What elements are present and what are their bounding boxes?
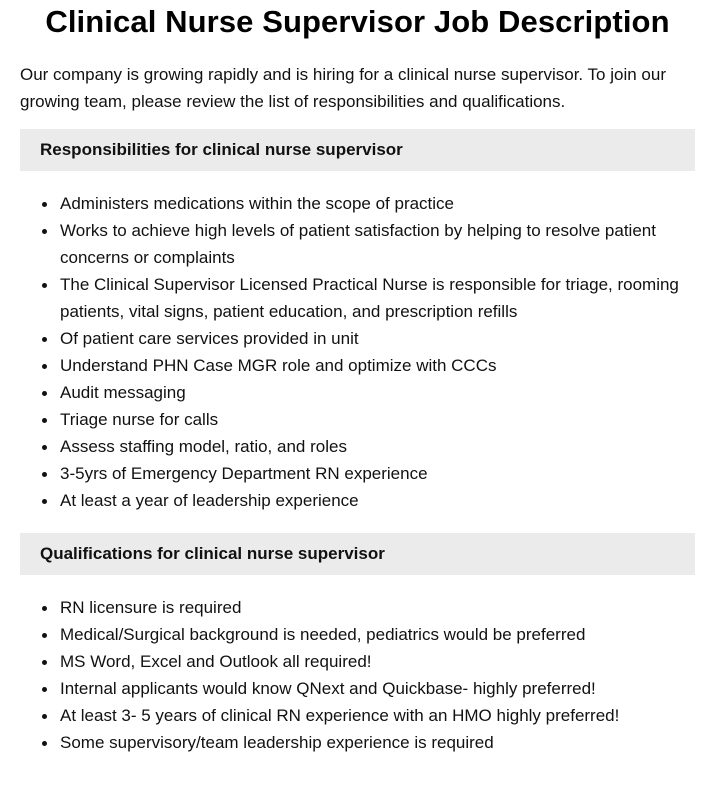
list-item-text: Some supervisory/team leadership experience is required (60, 733, 494, 752)
list-item (20, 433, 695, 460)
bullet-icon (42, 499, 47, 504)
bullet-icon (42, 687, 47, 692)
list-item-text: The Clinical Supervisor Licensed Practical Nurse is responsible for triage, rooming patients, vital signs, patient education, and prescription refills (60, 275, 679, 321)
list-item (20, 325, 695, 352)
bullet-icon (42, 445, 47, 450)
bullet-icon (42, 391, 47, 396)
bullet-icon (42, 283, 47, 288)
qualifications-list (20, 594, 695, 756)
bullet-icon (42, 202, 47, 207)
bullet-icon (42, 418, 47, 423)
list-item (20, 487, 695, 514)
list-item-text: Internal applicants would know QNext and Quickbase- highly preferred! (60, 679, 596, 698)
bullet-icon (42, 229, 47, 234)
list-item (20, 190, 695, 217)
list-item-text: Of patient care services provided in unit (60, 329, 359, 348)
bullet-icon (42, 337, 47, 342)
list-item-text: 3-5yrs of Emergency Department RN experience (60, 464, 428, 483)
list-item (20, 594, 695, 621)
list-item-text: Triage nurse for calls (60, 410, 219, 429)
list-item-text: Medical/Surgical background is needed, pediatrics would be preferred (60, 625, 586, 644)
responsibilities-list (20, 190, 695, 514)
page-title: Clinical Nurse Supervisor Job Description (45, 4, 670, 39)
bullet-icon (42, 741, 47, 746)
bullet-icon (42, 364, 47, 369)
list-item (20, 675, 695, 702)
list-item-text: Works to achieve high levels of patient satisfaction by helping to resolve patient concerns or complaints (60, 221, 656, 267)
list-item-text: Assess staffing model, ratio, and roles (60, 437, 347, 456)
list-item (20, 379, 695, 406)
list-item (20, 460, 695, 487)
bullet-icon (42, 606, 47, 611)
list-item (20, 702, 695, 729)
intro-paragraph: Our company is growing rapidly and is hiring for a clinical nurse supervisor. To join our growing team, please review the list of responsibilities and qualifications. (20, 65, 666, 111)
qualifications-heading: Qualifications for clinical nurse supervisor (20, 533, 695, 575)
list-item (20, 271, 695, 325)
bullet-icon (42, 660, 47, 665)
list-item (20, 621, 695, 648)
bullet-icon (42, 472, 47, 477)
list-item (20, 406, 695, 433)
list-item-text: MS Word, Excel and Outlook all required! (60, 652, 372, 671)
list-item-text: At least 3- 5 years of clinical RN experience with an HMO highly preferred! (60, 706, 620, 725)
bullet-icon (42, 633, 47, 638)
bullet-icon (42, 714, 47, 719)
list-item (20, 729, 695, 756)
list-item (20, 648, 695, 675)
list-item-text: At least a year of leadership experience (60, 491, 359, 510)
list-item (20, 217, 695, 271)
list-item-text: Audit messaging (60, 383, 186, 402)
list-item-text: Understand PHN Case MGR role and optimize with CCCs (60, 356, 497, 375)
responsibilities-heading: Responsibilities for clinical nurse supervisor (20, 129, 695, 171)
list-item-text: RN licensure is required (60, 598, 242, 617)
list-item-text: Administers medications within the scope of practice (60, 194, 455, 213)
list-item (20, 352, 695, 379)
